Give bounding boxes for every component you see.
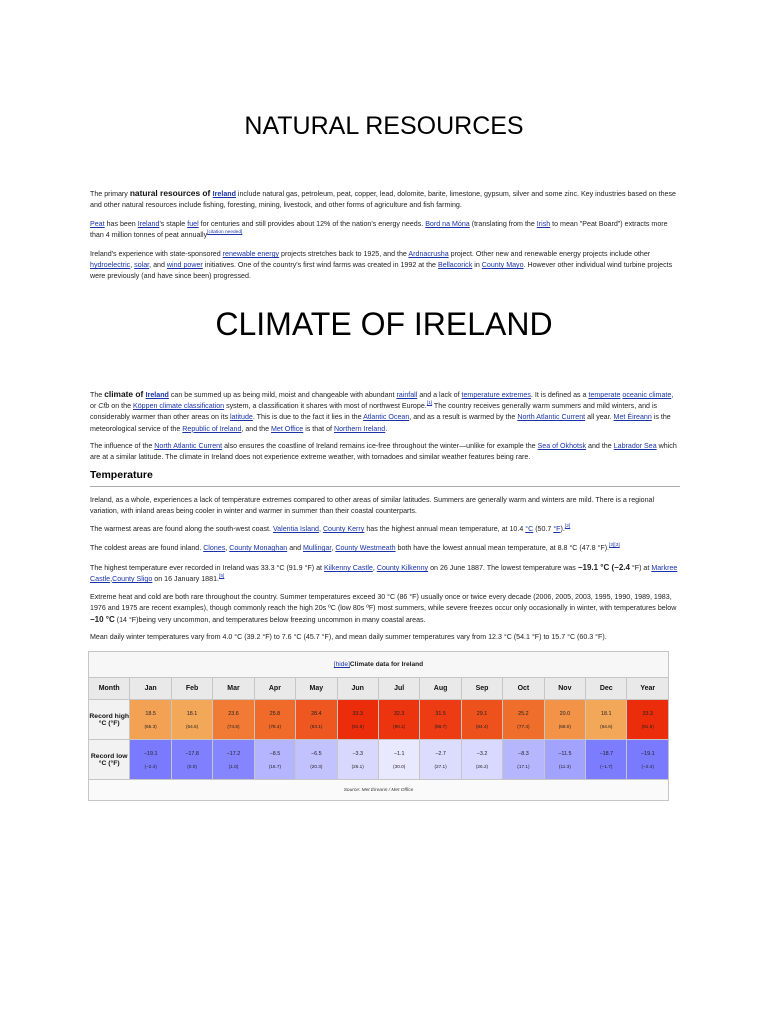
record-high-label: Record high °C (°F) — [89, 700, 130, 740]
record-low-fahrenheit: (30.0) — [393, 763, 406, 769]
link-fahrenheit[interactable]: °F — [553, 525, 561, 533]
climate-paragraph-2: The influence of the North Atlantic Current also ensures the coastline of Ireland remains ice-free throughout the winter—unlike for example the Sea of Okhotsk and the Labrador Sea which are at a similar latitude. The climate in Ireland does not experience extreme weather, with tornadoes and similar weather features being rare. — [90, 442, 677, 462]
record-high-fahrenheit: (77.4) — [517, 723, 530, 729]
record-low-fahrenheit: (16.7) — [268, 763, 282, 769]
link-peat[interactable]: Peat — [90, 220, 105, 228]
link-ireland[interactable]: Ireland — [212, 190, 236, 198]
link-markree-castle[interactable]: Markree Castle — [90, 564, 678, 584]
record-low-fahrenheit: (20.3) — [310, 763, 323, 769]
link-north-atlantic-current[interactable]: North Atlantic Current — [517, 413, 586, 422]
link-temperature-extremes[interactable]: temperature extremes — [461, 391, 531, 399]
link-solar[interactable]: solar — [134, 261, 150, 270]
climate-of-ireland-title: CLIMATE OF IRELAND — [215, 306, 553, 342]
climate-data-table — [88, 651, 669, 801]
record-high-celsius: 32.3 — [393, 710, 405, 717]
record-high-fahrenheit: (65.3) — [144, 723, 157, 729]
record-high-fahrenheit: (64.6) — [600, 723, 613, 729]
link-fuel[interactable]: fuel — [187, 220, 199, 228]
link-county-kilkenny[interactable]: County Kilkenny — [376, 564, 429, 572]
record-low-cell — [378, 740, 419, 780]
month-header-year: Year — [627, 678, 669, 700]
natural-resources-paragraph-1: The primary natural resources of Ireland include natural gas, petroleum, peat, copper, lead, dolomite, barite, limestone, gypsum, silver and some zinc. Key industries based on these and other natural resources include fishing, foresting, mining, livestock, and other forms of agriculture and fish farming. — [90, 188, 676, 210]
record-low-fahrenheit: (−1.7) — [600, 763, 613, 769]
record-low-celsius: −2.7 — [435, 750, 446, 757]
record-low-cell — [296, 740, 337, 780]
table-source: Source: Met Éireann / Met Office — [89, 780, 669, 801]
record-high-fahrenheit: (91.9) — [641, 723, 654, 729]
link-latitude[interactable]: latitude — [229, 413, 253, 422]
record-low-fahrenheit: (26.2) — [475, 763, 489, 769]
record-low-cell — [586, 740, 627, 780]
link-oceanic-climate[interactable]: oceanic climate — [622, 391, 672, 399]
link-sea-of-okhotsk[interactable]: Sea of Okhotsk — [537, 442, 587, 450]
record-low-celsius: −17.8 — [185, 750, 199, 757]
record-high-celsius: 29.1 — [476, 710, 488, 717]
ref-5-link[interactable]: [5] — [218, 574, 225, 580]
natural-resources-paragraph-2: Peat has been Ireland's staple fuel for centuries and still provides about 12% of the nation's energy needs. Bord na Móna (translating from the Irish to mean "Peat Board") extracts more than 4 million tonnes of peat annually[citation needed] — [90, 220, 668, 240]
natural-resources-title: NATURAL RESOURCES — [244, 112, 524, 140]
link-irish[interactable]: Irish — [536, 220, 551, 228]
record-high-fahrenheit: (64.6) — [185, 723, 199, 729]
record-low-cell — [544, 740, 585, 780]
link-bellacorick[interactable]: Bellacorick — [437, 261, 473, 270]
link-county-monaghan[interactable]: County Monaghan — [229, 544, 288, 552]
record-high-celsius: 31.5 — [435, 710, 446, 717]
link-valentia-island[interactable]: Valentia Island — [272, 525, 319, 533]
record-high-fahrenheit: (78.4) — [268, 723, 282, 729]
record-low-celsius: −1.1 — [393, 750, 405, 757]
record-low-celsius: −8.5 — [269, 750, 281, 757]
link-ardnacrusha[interactable]: Ardnacrusha — [408, 250, 449, 258]
temperature-paragraph-4: The highest temperature ever recorded in Ireland was 33.3 °C (91.9 °F) at Kilkenny Castle, County Kilkenny on 26 June 1887. The lowest temperature was −19.1 °C (−2.4 °F) at Markree Castle,County Sligo on 16 January 1881.[5] — [90, 563, 678, 584]
link-republic-of-ireland[interactable]: Republic of Ireland — [182, 424, 242, 433]
record-high-celsius: 18.1 — [186, 710, 198, 717]
table-caption: [hide]Climate data for Ireland — [89, 652, 669, 678]
record-low-row — [89, 740, 669, 780]
link-mullingar[interactable]: Mullingar — [303, 544, 332, 552]
record-low-fahrenheit: (27.1) — [434, 763, 447, 769]
table-source-row — [89, 780, 669, 801]
record-high-celsius: 33.3 — [642, 710, 653, 717]
link-celsius[interactable]: °C — [525, 525, 534, 533]
month-header-may: May — [296, 678, 337, 700]
record-high-celsius: 28.4 — [311, 710, 322, 717]
record-low-celsius: −6.5 — [310, 750, 322, 757]
link-county-kerry[interactable]: County Kerry — [322, 525, 365, 533]
link-renewable-energy[interactable]: renewable energy — [222, 250, 280, 258]
climate-paragraph-1: The climate of Ireland can be summed up as being mild, moist and changeable with abundant rainfall and a lack of temperature extremes. It is defined as a temperate oceanic climate, or Cfb on the Köppen climate classification system, a classification it shares with most of northwest Europe.[1] The country receives generally warm summers and mild winters, and is considerably warmer than other areas on its latitude. This is due to the fact it lies in the Atlantic Ocean, and as a result is warmed by the North Atlantic Current all year. Met Éireann is the meteorological service of the Republic of Ireland, and the Met Office is that of Northern Ireland. — [90, 389, 674, 433]
link-rainfall[interactable]: rainfall — [396, 391, 418, 399]
record-low-fahrenheit: (17.1) — [517, 763, 530, 769]
temperature-paragraph-1: Ireland, as a whole, experiences a lack of temperature extremes compared to other areas of similar latitudes. Summers are generally warm and winters are mild. There is a regional variation, with inland areas being cooler in winter and warmer in summer than their coastal counterparts. — [90, 496, 655, 516]
record-high-cell — [171, 700, 212, 740]
link-county-sligo[interactable]: County Sligo — [112, 575, 153, 584]
record-low-celsius: −17.2 — [226, 750, 241, 757]
record-low-celsius: −3.2 — [476, 750, 488, 757]
record-low-cell — [503, 740, 544, 780]
link-clones[interactable]: Clones — [203, 544, 226, 552]
month-header-mar: Mar — [213, 678, 254, 700]
record-high-cell — [337, 700, 378, 740]
record-high-cell — [461, 700, 502, 740]
record-high-celsius: 25.2 — [518, 710, 529, 717]
table-caption-row — [89, 652, 669, 678]
record-high-celsius: 18.1 — [601, 710, 612, 717]
link-ireland-2[interactable]: Ireland — [137, 220, 160, 228]
record-low-fahrenheit: (−2.4) — [641, 763, 654, 769]
month-header-aug: Aug — [420, 678, 461, 700]
record-low-celsius: −19.1 — [640, 750, 655, 757]
table-header-row — [89, 678, 669, 700]
link-northern-ireland[interactable]: Northern Ireland — [333, 424, 386, 433]
link-north-atlantic-current-2[interactable]: North Atlantic Current — [154, 442, 223, 450]
record-high-fahrenheit: (91.9) — [351, 723, 364, 729]
record-high-celsius: 18.5 — [145, 710, 156, 717]
hide-table-link[interactable]: [hide] — [333, 661, 350, 668]
ref-1-link[interactable]: [1] — [426, 401, 433, 407]
record-high-celsius: 25.8 — [269, 710, 281, 717]
record-high-cell — [420, 700, 461, 740]
month-header-jun: Jun — [337, 678, 378, 700]
link-atlantic-ocean[interactable]: Atlantic Ocean — [363, 413, 410, 422]
ref-2-3-link[interactable]: [2][3] — [609, 543, 620, 548]
record-low-cell — [337, 740, 378, 780]
record-low-celsius: −8.3 — [518, 750, 529, 757]
temperature-paragraph-3: The coldest areas are found inland. Clones, County Monaghan and Mullingar, County Westmeath both have the lowest annual mean temperature, at 8.8 °C (47.8 °F).[2][3] — [90, 543, 620, 552]
record-low-celsius: −3.3 — [352, 750, 364, 757]
record-high-fahrenheit: (88.7) — [434, 723, 447, 729]
record-high-fahrenheit: (84.4) — [475, 723, 489, 729]
record-high-celsius: 20.0 — [559, 710, 571, 717]
citation-needed-link[interactable]: [citation needed] — [207, 230, 243, 236]
link-ireland-3[interactable]: Ireland — [145, 391, 169, 399]
link-county-mayo[interactable]: County Mayo — [481, 261, 524, 270]
record-low-label: Record low °C (°F) — [89, 740, 130, 780]
record-high-cell — [627, 700, 669, 740]
record-high-cell — [503, 700, 544, 740]
month-header-sep: Sep — [461, 678, 502, 700]
link-county-westmeath[interactable]: County Westmeath — [335, 544, 396, 552]
record-low-fahrenheit: (11.3) — [558, 763, 571, 769]
record-low-fahrenheit: (1.0) — [228, 763, 239, 769]
month-header-oct: Oct — [503, 678, 544, 700]
ref-2-link[interactable]: [2] — [564, 524, 571, 529]
link-kilkenny-castle[interactable]: Kilkenny Castle — [323, 564, 373, 572]
link-met-eireann[interactable]: Met Éireann — [613, 413, 652, 422]
link-hydroelectric[interactable]: hydroelectric — [90, 261, 131, 270]
record-high-fahrenheit: (74.5) — [227, 723, 240, 729]
record-low-celsius: −18.7 — [599, 750, 614, 757]
record-low-fahrenheit: (0.0) — [187, 763, 197, 769]
record-low-cell — [461, 740, 502, 780]
record-low-celsius: −19.1 — [143, 750, 158, 757]
record-high-fahrenheit: (90.1) — [393, 723, 406, 729]
link-koppen[interactable]: Köppen climate classification — [133, 402, 225, 411]
record-high-cell — [254, 700, 295, 740]
record-low-fahrenheit: (−2.4) — [144, 763, 157, 769]
temperature-heading: Temperature — [90, 469, 680, 487]
temperature-paragraph-6: Mean daily winter temperatures vary from 4.0 °C (39.2 °F) to 7.6 °C (45.7 °F), and mean daily summer temperatures vary from 12.3 °C (54.1 °F) to 15.7 °C (60.3 °F). — [90, 633, 607, 641]
record-low-cell — [171, 740, 212, 780]
link-labrador-sea[interactable]: Labrador Sea — [613, 442, 657, 450]
month-header: Month — [89, 678, 130, 700]
temperature-paragraph-2: The warmest areas are found along the south-west coast. Valentia Island, County Kerry has the highest annual mean temperature, at 10.4 °C (50.7 °F).[2] — [90, 524, 571, 533]
month-header-apr: Apr — [254, 678, 295, 700]
month-header-dec: Dec — [586, 678, 627, 700]
record-low-cell — [627, 740, 669, 780]
record-low-celsius: −11.5 — [558, 750, 572, 757]
record-high-cell — [544, 700, 585, 740]
record-high-row — [89, 700, 669, 740]
record-low-cell — [254, 740, 295, 780]
natural-resources-paragraph-3: Ireland's experience with state-sponsored renewable energy projects stretches back to 1925, and the Ardnacrusha project. Other new and renewable energy projects include other hydroelectric, solar, and wind power initiatives. One of the country's first wind farms was created in 1992 at the Bellacorick in County Mayo. However other individual wind turbine projects were previously (and have since been) progressed. — [90, 250, 673, 281]
link-bord-na-mona[interactable]: Bord na Móna — [425, 220, 470, 228]
record-high-cell — [213, 700, 254, 740]
month-header-feb: Feb — [171, 678, 212, 700]
record-high-celsius: 33.3 — [352, 710, 363, 717]
link-temperate[interactable]: temperate — [588, 391, 621, 399]
temperature-paragraph-5: Extreme heat and cold are both rare throughout the country. Summer temperatures exceed 30 °C (86 °F) usually once or twice every decade (2006, 2005, 2003, 1995, 1990, 1989, 1983, 1976 and 1975 are recent examples), though commonly reach the high 20s ºC (low 80s ºF) most summers, while severe freezes occur only occasionally in winter, with temperatures below −10 °C (14 °F)being very uncommon, and temperatures below freezing uncommon in many coastal areas. — [90, 593, 677, 625]
record-low-fahrenheit: (26.1) — [351, 763, 364, 769]
record-low-cell — [420, 740, 461, 780]
record-high-celsius: 23.6 — [228, 710, 239, 717]
month-header-nov: Nov — [544, 678, 585, 700]
record-low-cell — [213, 740, 254, 780]
month-header-jul: Jul — [378, 678, 419, 700]
month-header-jan: Jan — [130, 678, 171, 700]
record-high-cell — [586, 700, 627, 740]
record-high-fahrenheit: (83.1) — [310, 723, 323, 729]
record-high-cell — [296, 700, 337, 740]
record-low-cell — [130, 740, 171, 780]
record-high-fahrenheit: (68.0) — [558, 723, 571, 729]
record-high-cell — [130, 700, 171, 740]
link-wind-power[interactable]: wind power — [166, 261, 203, 270]
record-high-cell — [378, 700, 419, 740]
link-met-office[interactable]: Met Office — [271, 424, 304, 433]
